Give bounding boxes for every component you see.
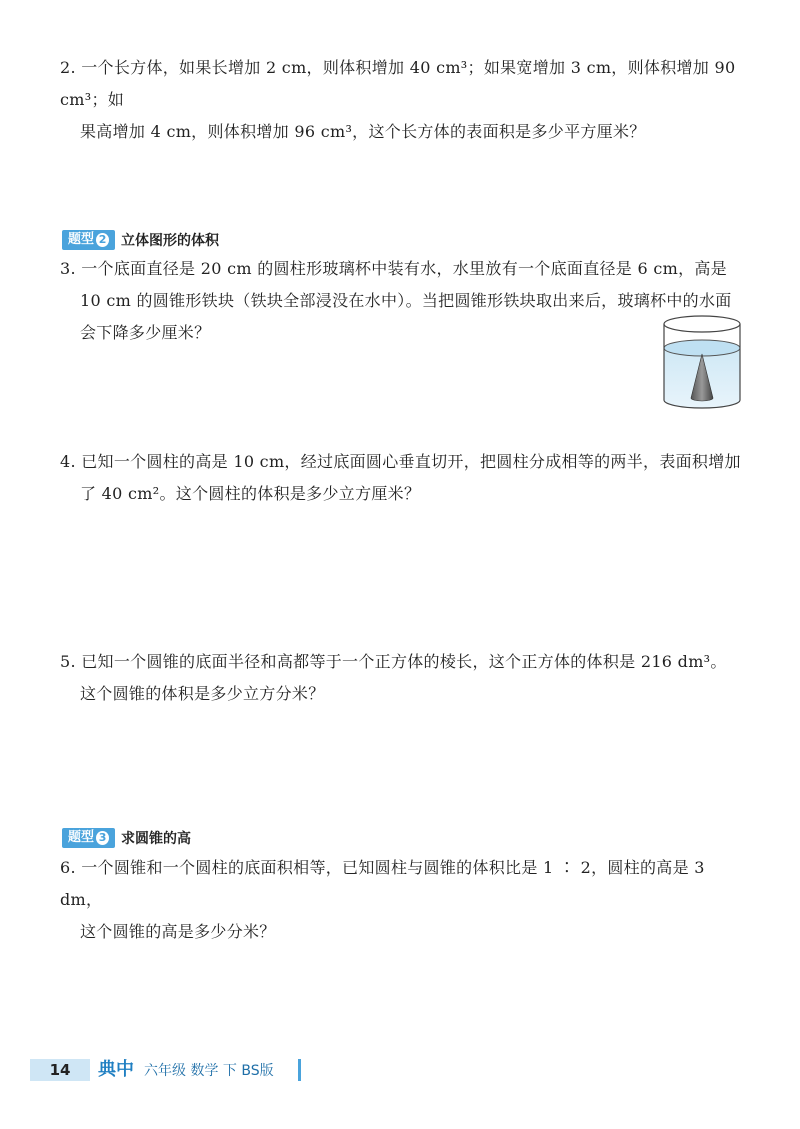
question-4-line-1: 4. 已知一个圆柱的高是 10 cm，经过底面圆心垂直切开，把圆柱分成相等的两半，表面积增加 [60, 452, 741, 471]
question-5-line-2: 这个圆锥的体积是多少立方分米？ [80, 684, 325, 703]
section-title: 立体图形的体积 [121, 233, 220, 249]
section-badge: 题型 2 [62, 230, 115, 250]
question-6-line-2: 这个圆锥的高是多少分米？ [80, 922, 276, 941]
question-5-line-1: 5. 已知一个圆锥的底面半径和高都等于一个正方体的棱长，这个正方体的体积是 216 dm³。 [60, 652, 727, 671]
book-title: 六年级 数学 下 BS版 [144, 1063, 274, 1079]
question-5 [60, 646, 750, 710]
question-6-line-1: 6. 一个圆锥和一个圆柱的底面积相等，已知圆柱与圆锥的体积比是 1 ∶ 2，圆柱的高是 3 dm， [60, 858, 705, 909]
question-3-line-2: 10 cm 的圆锥形铁块（铁块全部浸没在水中）。当把圆锥形铁块取出来后，玻璃杯中的水面 [80, 291, 732, 310]
page-footer [0, 1057, 800, 1085]
section-number: 3 [96, 831, 109, 845]
question-3-line-1: 3. 一个底面直径是 20 cm 的圆柱形玻璃杯中装有水，水里放有一个底面直径是 6 cm，高是 [60, 259, 727, 278]
section-header-2 [62, 230, 219, 250]
question-4-line-2: 了 40 cm²。这个圆柱的体积是多少立方厘米？ [80, 484, 421, 503]
section-title: 求圆锥的高 [121, 831, 192, 847]
question-2-line-2: 果高增加 4 cm，则体积增加 96 cm³，这个长方体的表面积是多少平方厘米？ [80, 122, 646, 141]
brand-logo: 典中 [98, 1059, 134, 1080]
section-number: 2 [96, 233, 109, 247]
question-2 [60, 52, 750, 148]
question-6 [60, 852, 750, 948]
question-4 [60, 446, 750, 510]
section-badge: 题型 3 [62, 828, 115, 848]
page-number: 14 [30, 1059, 90, 1081]
question-3-line-3: 会下降多少厘米？ [80, 323, 211, 342]
question-3 [60, 253, 750, 349]
question-2-line-1: 2. 一个长方体，如果长增加 2 cm，则体积增加 40 cm³；如果宽增加 3 cm，则体积增加 90 cm³；如 [60, 58, 736, 109]
glass-cone-illustration [660, 312, 744, 412]
section-header-3 [62, 828, 191, 848]
footer-divider [298, 1059, 301, 1081]
